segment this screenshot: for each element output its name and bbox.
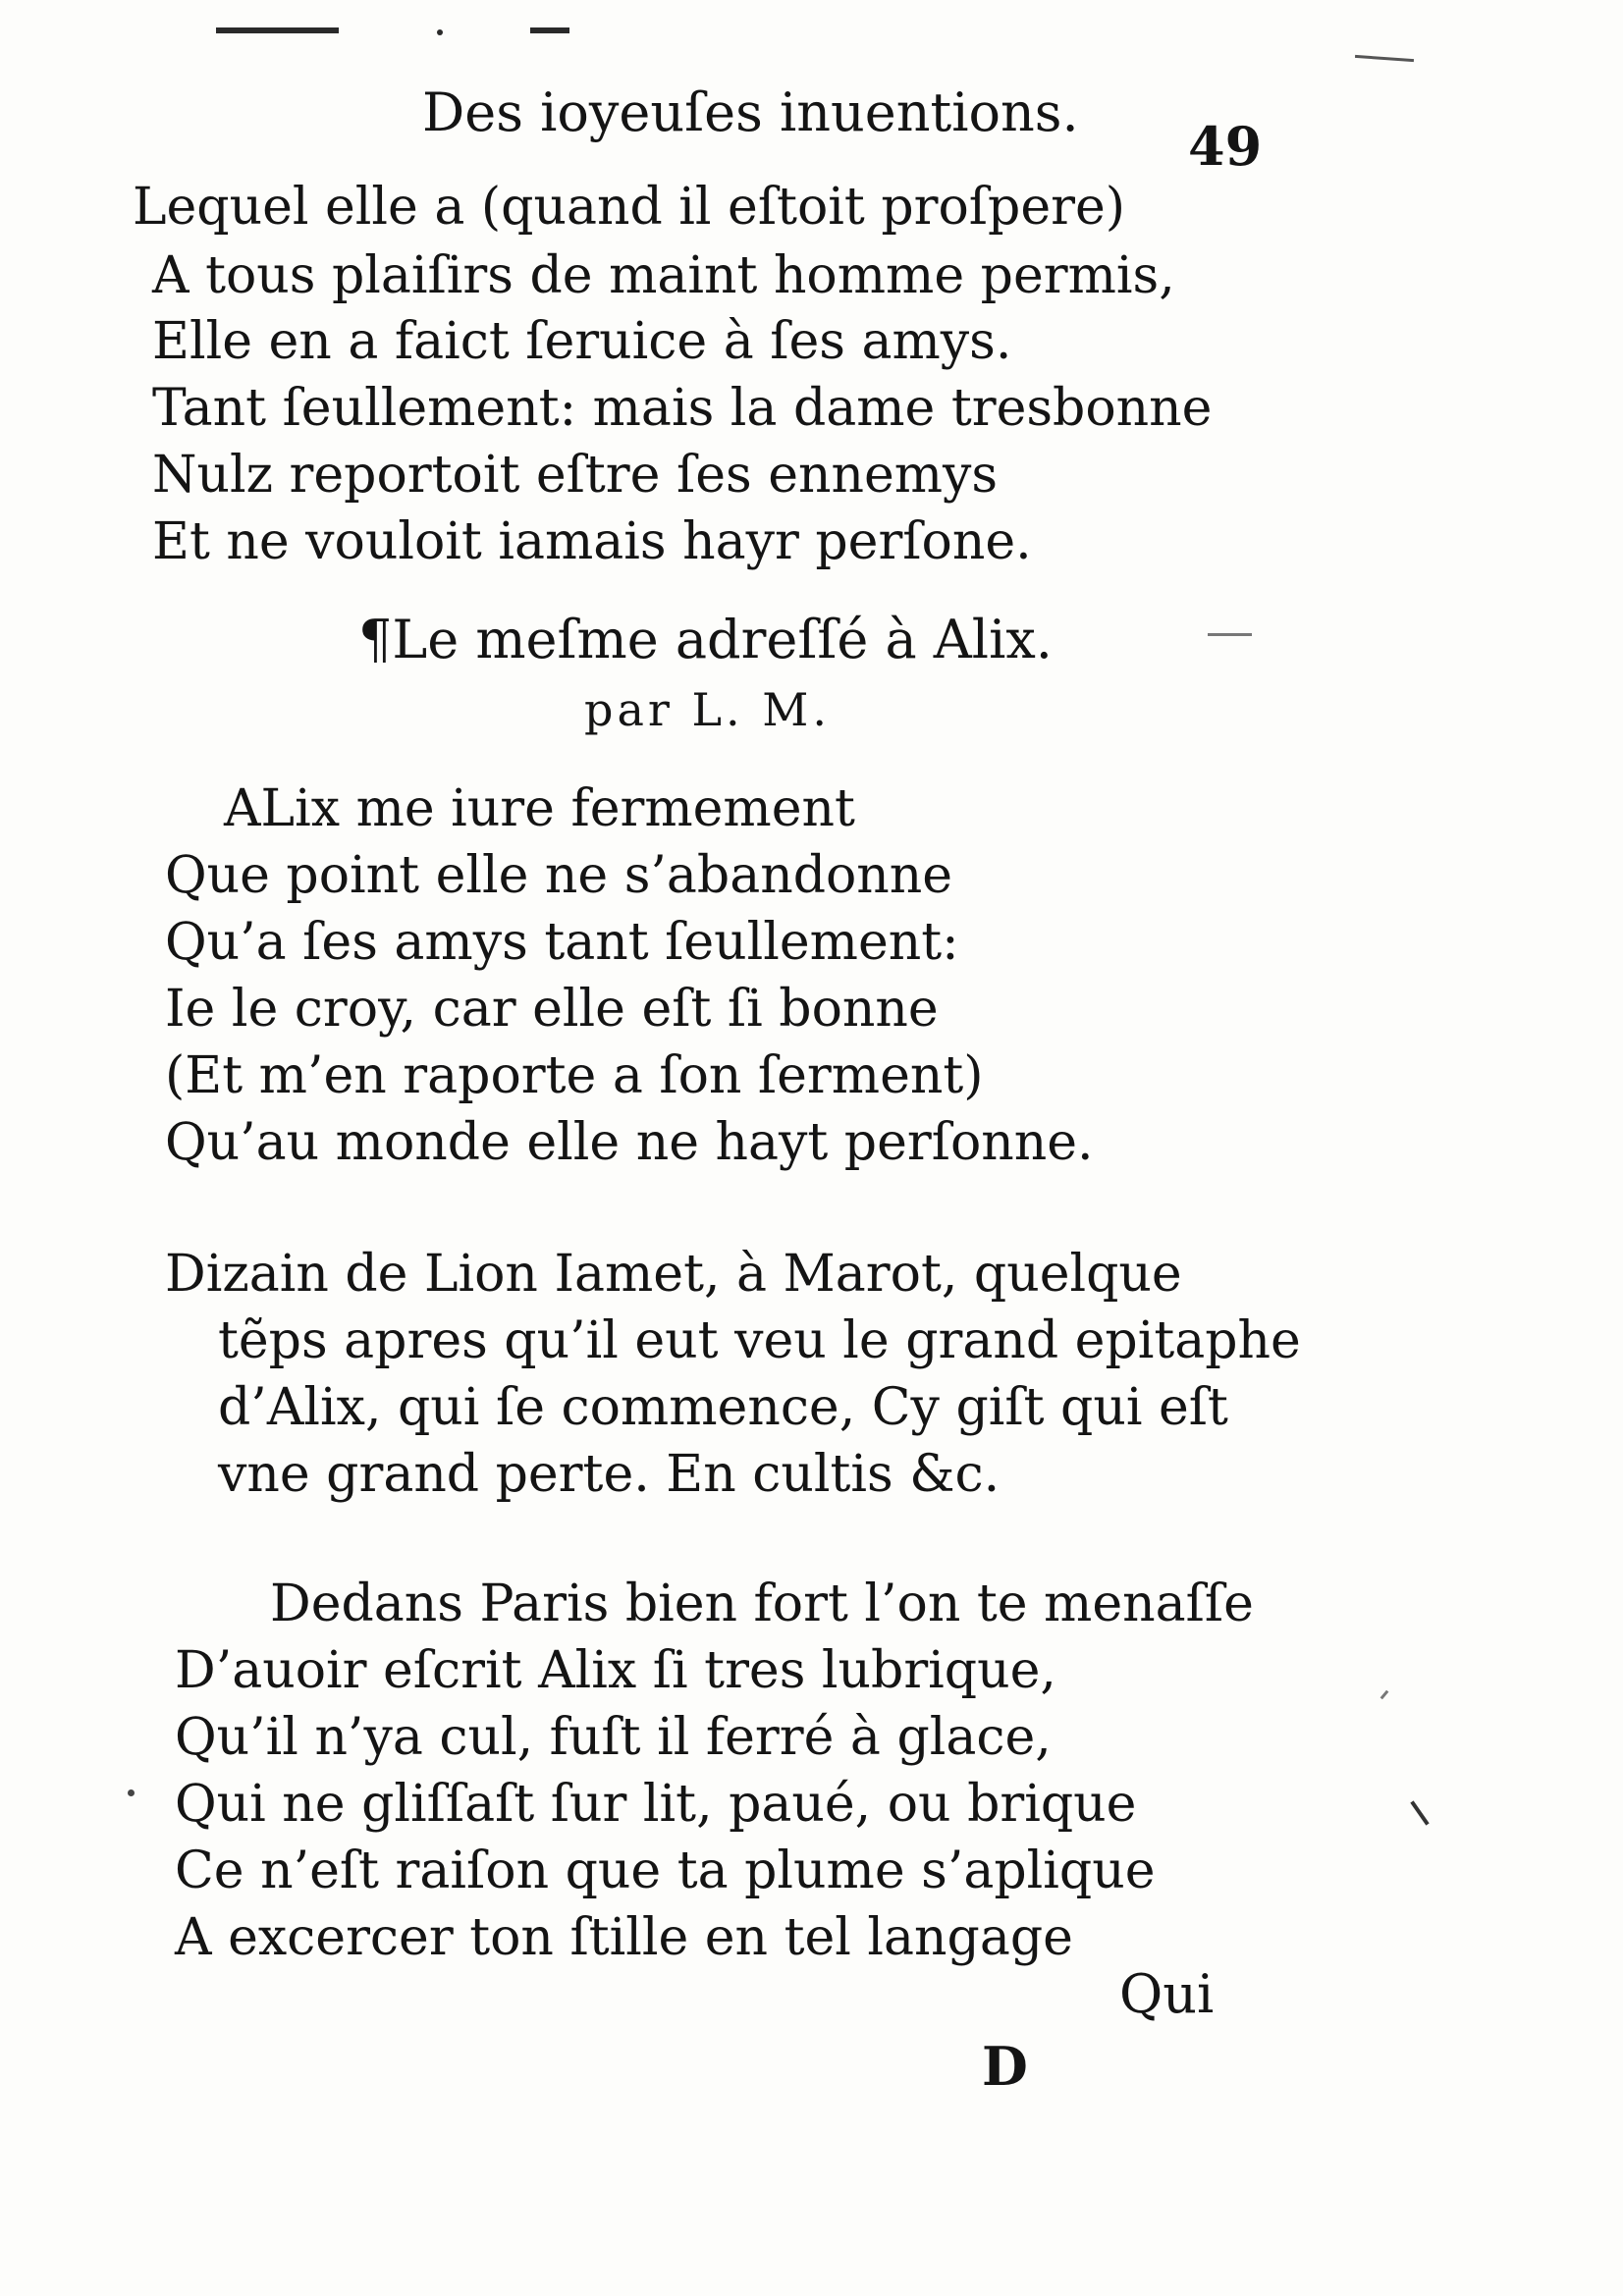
verse-line: (Et m’en raporte a ſon ſerment) [165, 1046, 984, 1105]
top-rule-mark [216, 27, 339, 33]
verse-line: Qu’au monde elle ne hayt perſonne. [165, 1113, 1094, 1172]
verse-line: Tant ſeullement: mais la dame tresbonne [152, 379, 1213, 438]
corner-stroke-mark [1355, 55, 1414, 62]
running-head: Des ioyeuſes inuentions. [422, 81, 1079, 143]
verse-line: Ce n’eſt raiſon que ta plume s’aplique [175, 1842, 1156, 1900]
heading-line: vne grand perte. En cultis &c. [218, 1445, 1001, 1504]
margin-dot-mark [128, 1789, 135, 1796]
margin-speck-mark [1380, 1690, 1389, 1700]
page-number: 49 [1188, 115, 1263, 178]
margin-stroke-mark [1208, 633, 1252, 636]
heading-line: d’Alix, qui ſe commence, Cy giſt qui eſt [218, 1378, 1228, 1437]
verse-line: A tous plaiſirs de maint homme permis, [152, 246, 1175, 305]
top-rule-mark-2 [530, 27, 569, 33]
verse-line: D’auoir eſcrit Alix ſi tres lubrique, [175, 1641, 1056, 1700]
verse-line: Elle en a faict ſeruice à ſes amys. [152, 312, 1012, 371]
catchword: Qui [1119, 1963, 1215, 2025]
verse-line: Et ne vouloit iamais hayr perſone. [152, 512, 1032, 571]
verse-line: Dedans Paris bien fort l’on te menaſſe [270, 1575, 1254, 1633]
verse-line: A excercer ton ſtille en tel langage [175, 1908, 1073, 1967]
verse-line: Nulz reportoit eſtre ſes ennemys [152, 446, 999, 505]
verse-line: Qu’il n’ya cul, fuſt il ferré à glace, [175, 1708, 1052, 1767]
heading-line: tẽps apres qu’il eut veu le grand epitaphe [218, 1311, 1301, 1370]
verse-line: Lequel elle a (quand il eſtoit proſpere) [133, 178, 1126, 237]
verse-line: Qui ne gliſſaſt ſur lit, paué, ou brique [175, 1775, 1137, 1834]
verse-line: Qu’a ſes amys tant ſeullement: [165, 913, 959, 972]
margin-slash-mark [1410, 1800, 1429, 1825]
signature-mark: D [982, 2035, 1028, 2098]
verse-line: Que point elle ne s’abandonne [165, 846, 953, 905]
poem-byline: par L. M. [584, 683, 831, 736]
verse-line: ALix me iure fermement [224, 779, 855, 838]
top-dot-mark [437, 29, 443, 35]
poem-title: ¶Le meſme adreſſé à Alix. [358, 609, 1053, 670]
heading-line: Dizain de Lion Iamet, à Marot, quelque [165, 1245, 1182, 1304]
verse-line: Ie le croy, car elle eſt ſi bonne [165, 980, 939, 1039]
